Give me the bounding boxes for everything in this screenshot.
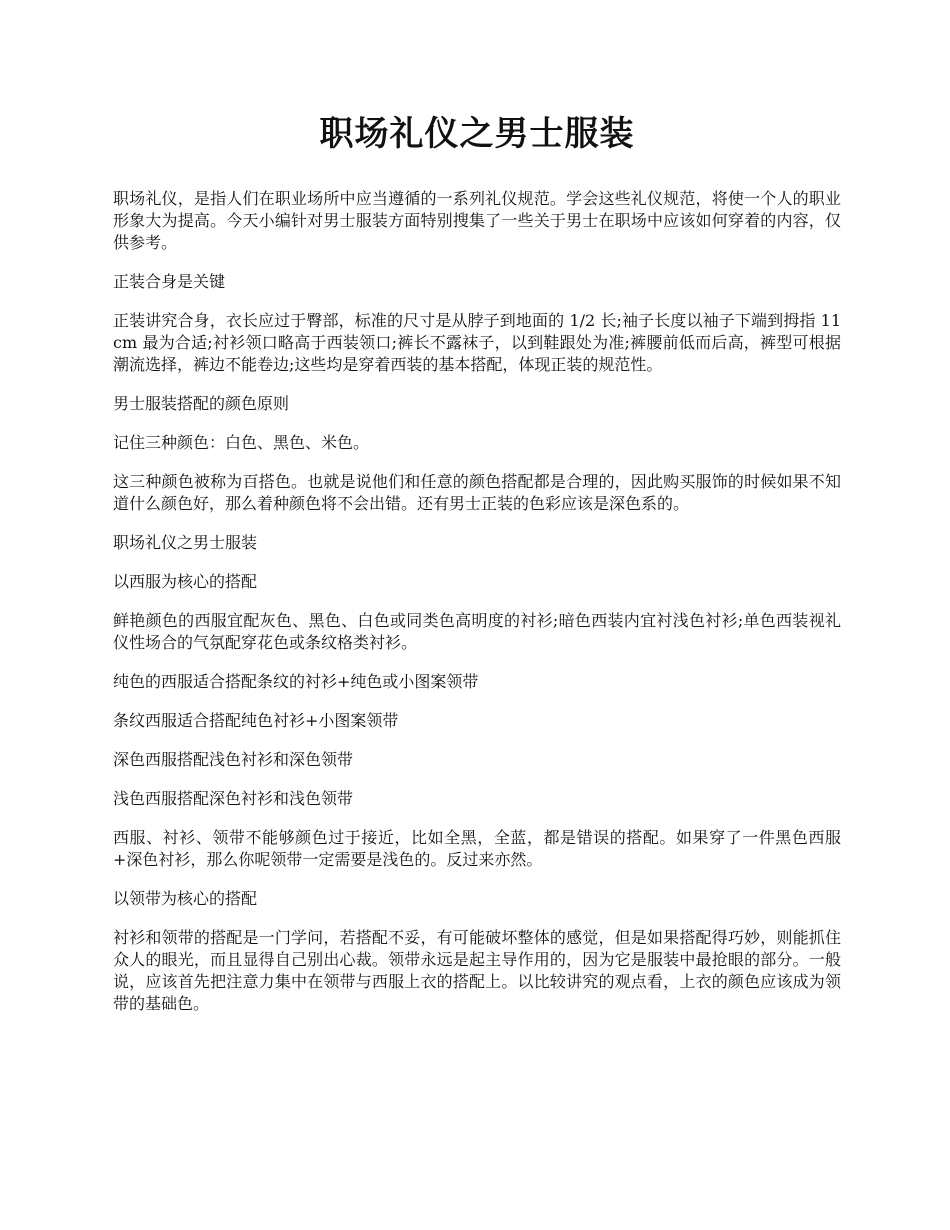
repeated-title-paragraph: 职场礼仪之男士服装 (113, 533, 258, 552)
section-heading-suit-core: 以西服为核心的搭配 (113, 572, 258, 591)
striped-suit-tip: 条纹西服适合搭配纯色衬衫+小图案领带 (113, 711, 399, 730)
versatile-colors-paragraph: 这三种颜色被称为百搭色。也就是说他们和任意的颜色搭配都是合理的，因此购买服饰的时候如果不知道什么颜色好，那么着种颜色将不会出错。还有男士正装的色彩应该是深色系的。 (113, 472, 841, 513)
section-heading-fit: 正装合身是关键 (113, 272, 226, 291)
three-colors-paragraph: 记住三种颜色：白色、黑色、米色。 (113, 433, 370, 452)
document-title: 职场礼仪之男士服装 (319, 114, 635, 154)
tie-paragraph: 衬衫和领带的搭配是一门学问，若搭配不妥，有可能破坏整体的感觉，但是如果搭配得巧妙，则能抓住众人的眼光，而且显得自己别出心裁。领带永远是起主导作用的，因为它是服装中最抢眼的部分。一般说，应该首先把注意力集中在领带与西服上衣的搭配上。以比较讲究的观点看，上衣的颜色应该成为领带的基础色。 (113, 928, 841, 1013)
intro-paragraph: 职场礼仪，是指人们在职业场所中应当遵循的一系列礼仪规范。学会这些礼仪规范，将使一个人的职业形象大为提高。今天小编针对男士服装方面特别搜集了一些关于男士在职场中应该如何穿着的内容，仅供参考。 (113, 189, 841, 252)
dark-suit-tip: 深色西服搭配浅色衬衫和深色领带 (113, 750, 354, 769)
document-page (113, 108, 841, 1032)
section-heading-tie-core: 以领带为核心的搭配 (113, 889, 258, 908)
suit-color-paragraph: 鲜艳颜色的西服宜配灰色、黑色、白色或同类色高明度的衬衫;暗色西装内宜衬浅色衬衫;单色西装视礼仪性场合的气氛配穿花色或条纹格类衬衫。 (113, 611, 841, 652)
section-heading-color-principle: 男士服装搭配的颜色原则 (113, 394, 290, 413)
contrast-paragraph: 西服、衬衫、领带不能够颜色过于接近，比如全黑，全蓝，都是错误的搭配。如果穿了一件黑色西服+深色衬衫，那么你呢领带一定需要是浅色的。反过来亦然。 (113, 828, 841, 869)
light-suit-tip: 浅色西服搭配深色衬衫和浅色领带 (113, 789, 354, 808)
solid-suit-tip: 纯色的西服适合搭配条纹的衬衫+纯色或小图案领带 (113, 672, 479, 691)
fit-paragraph: 正装讲究合身，衣长应过于臀部，标准的尺寸是从脖子到地面的 1/2 长;袖子长度以袖子下端到拇指 11cm 最为合适;衬衫领口略高于西装领口;裤长不露袜子，以到鞋跟处为准;裤腰前低而后高，裤型可根据潮流选择，裤边不能卷边;这些均是穿着西装的基本搭配，体现正装的规范性。 (113, 311, 841, 374)
